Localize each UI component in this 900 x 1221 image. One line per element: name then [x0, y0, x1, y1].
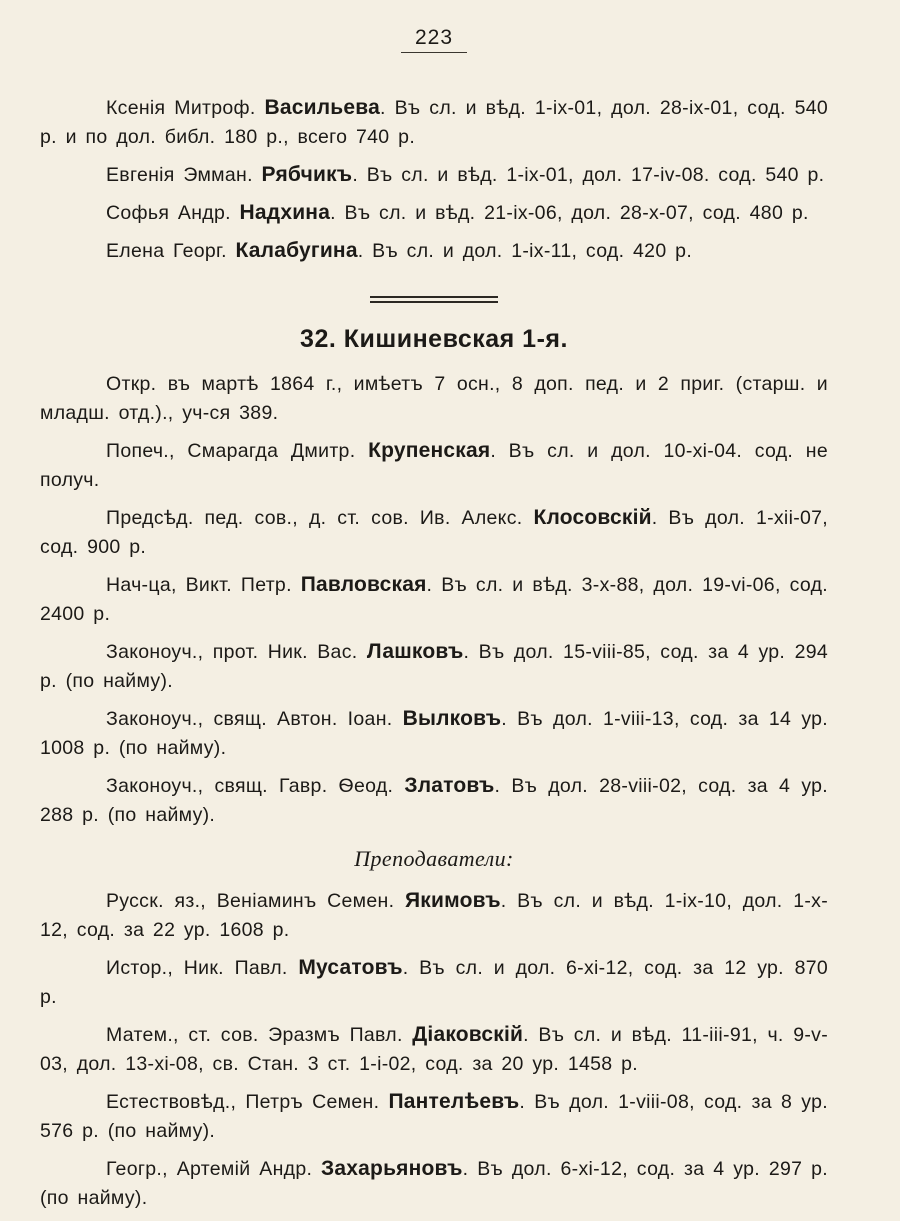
entry: Законоуч., свящ. Гавр. Ѳеод. Златовъ. Въ дол. 28-viii-02, сод. за 4 ур. 288 р. (по найму).: [40, 774, 829, 826]
surname: Павловская: [300, 573, 427, 596]
section-title: 32. Кишиневская 1-я.: [300, 325, 568, 353]
surname: Васильева: [264, 96, 380, 119]
entry: Евгенія Эмман. Рябчикъ. Въ сл. и вѣд. 1-ix-01, дол. 17-iv-08. сод. 540 р.: [106, 163, 825, 186]
teacher-entries: [40, 886, 828, 1213]
surname: Захарьяновъ: [321, 1157, 463, 1180]
surname: Мусатовъ: [298, 956, 403, 979]
section-intro: Откр. въ мартѣ 1864 г., имѣетъ 7 осн., 8 доп. пед. и 2 приг. (старш. и младш. отд.)., уч-ся 389.: [40, 373, 828, 424]
surname: Калабугина: [235, 239, 358, 262]
surname: Рябчикъ: [261, 163, 353, 186]
page-number: 223: [414, 26, 454, 49]
entry: Софья Андр. Надхина. Въ сл. и вѣд. 21-ix-06, дол. 28-x-07, сод. 480 р.: [106, 201, 809, 224]
surname: Якимовъ: [405, 889, 501, 912]
entry: Ксенія Митроф. Васильева. Въ сл. и вѣд. 1-ix-01, дол. 28-ix-01, сод. 540 р. и по дол. библ. 180 р., всего 740 р.: [40, 96, 829, 148]
entry: Естествовѣд., Петръ Семен. Пантелѣевъ. Въ дол. 1-viii-08, сод. за 8 ур. 576 р. (по найму).: [40, 1090, 829, 1142]
entry: Предсѣд. пед. сов., д. ст. сов. Ив. Алекс. Клосовскій. Въ дол. 1-xii-07, сод. 900 р.: [40, 506, 828, 558]
surname: Вылковъ: [402, 707, 502, 730]
surname: Златовъ: [404, 774, 495, 797]
surname: Клосовскій: [533, 506, 652, 529]
entry: Попеч., Смарагда Дмитр. Крупенская. Въ сл. и дол. 10-xi-04. сод. не получ.: [40, 439, 829, 491]
staff-entries: [40, 436, 828, 830]
entry: Нач-ца, Викт. Петр. Павловская. Въ сл. и вѣд. 3-x-88, дол. 19-vi-06, сод. 2400 р.: [40, 573, 828, 625]
surname: Крупенская: [368, 439, 491, 462]
entry: Законоуч., свящ. Автон. Іоан. Вылковъ. Въ дол. 1-viii-13, сод. за 14 ур. 1008 р. (по найму).: [40, 707, 829, 759]
surname: Пантелѣевъ: [388, 1090, 520, 1113]
surname: Діаковскій: [412, 1023, 524, 1046]
entry: Русск. яз., Веніаминъ Семен. Якимовъ. Въ сл. и вѣд. 1-ix-10, дол. 1-x-12, сод. за 22 ур. 1608 р.: [40, 889, 828, 941]
entry: Геогр., Артемій Андр. Захарьяновъ. Въ дол. 6-xi-12, сод. за 4 ур. 297 р. (по найму).: [40, 1157, 828, 1209]
entry: Законоуч., прот. Ник. Вас. Лашковъ. Въ дол. 15-viii-85, сод. за 4 ур. 294 р. (по найму).: [40, 640, 828, 692]
page-number-underline: [401, 52, 467, 53]
entry: Матем., ст. сов. Эразмъ Павл. Діаковскій. Въ сл. и вѣд. 11-iii-91, ч. 9-v-03, дол. 13-xi-08, св. Стан. 3 ст. 1-i-02, сод. за 20 ур. 1458 р.: [40, 1023, 828, 1075]
top-entries: [40, 93, 828, 266]
surname: Надхина: [239, 201, 331, 224]
teachers-subheading: Преподаватели:: [354, 846, 514, 871]
entry: Елена Георг. Калабугина. Въ сл. и дол. 1-ix-11, сод. 420 р.: [106, 239, 693, 262]
surname: Лашковъ: [366, 640, 464, 663]
entry: Истор., Ник. Павл. Мусатовъ. Въ сл. и дол. 6-xi-12, сод. за 12 ур. 870 р.: [40, 956, 829, 1008]
section-divider: [370, 296, 498, 303]
